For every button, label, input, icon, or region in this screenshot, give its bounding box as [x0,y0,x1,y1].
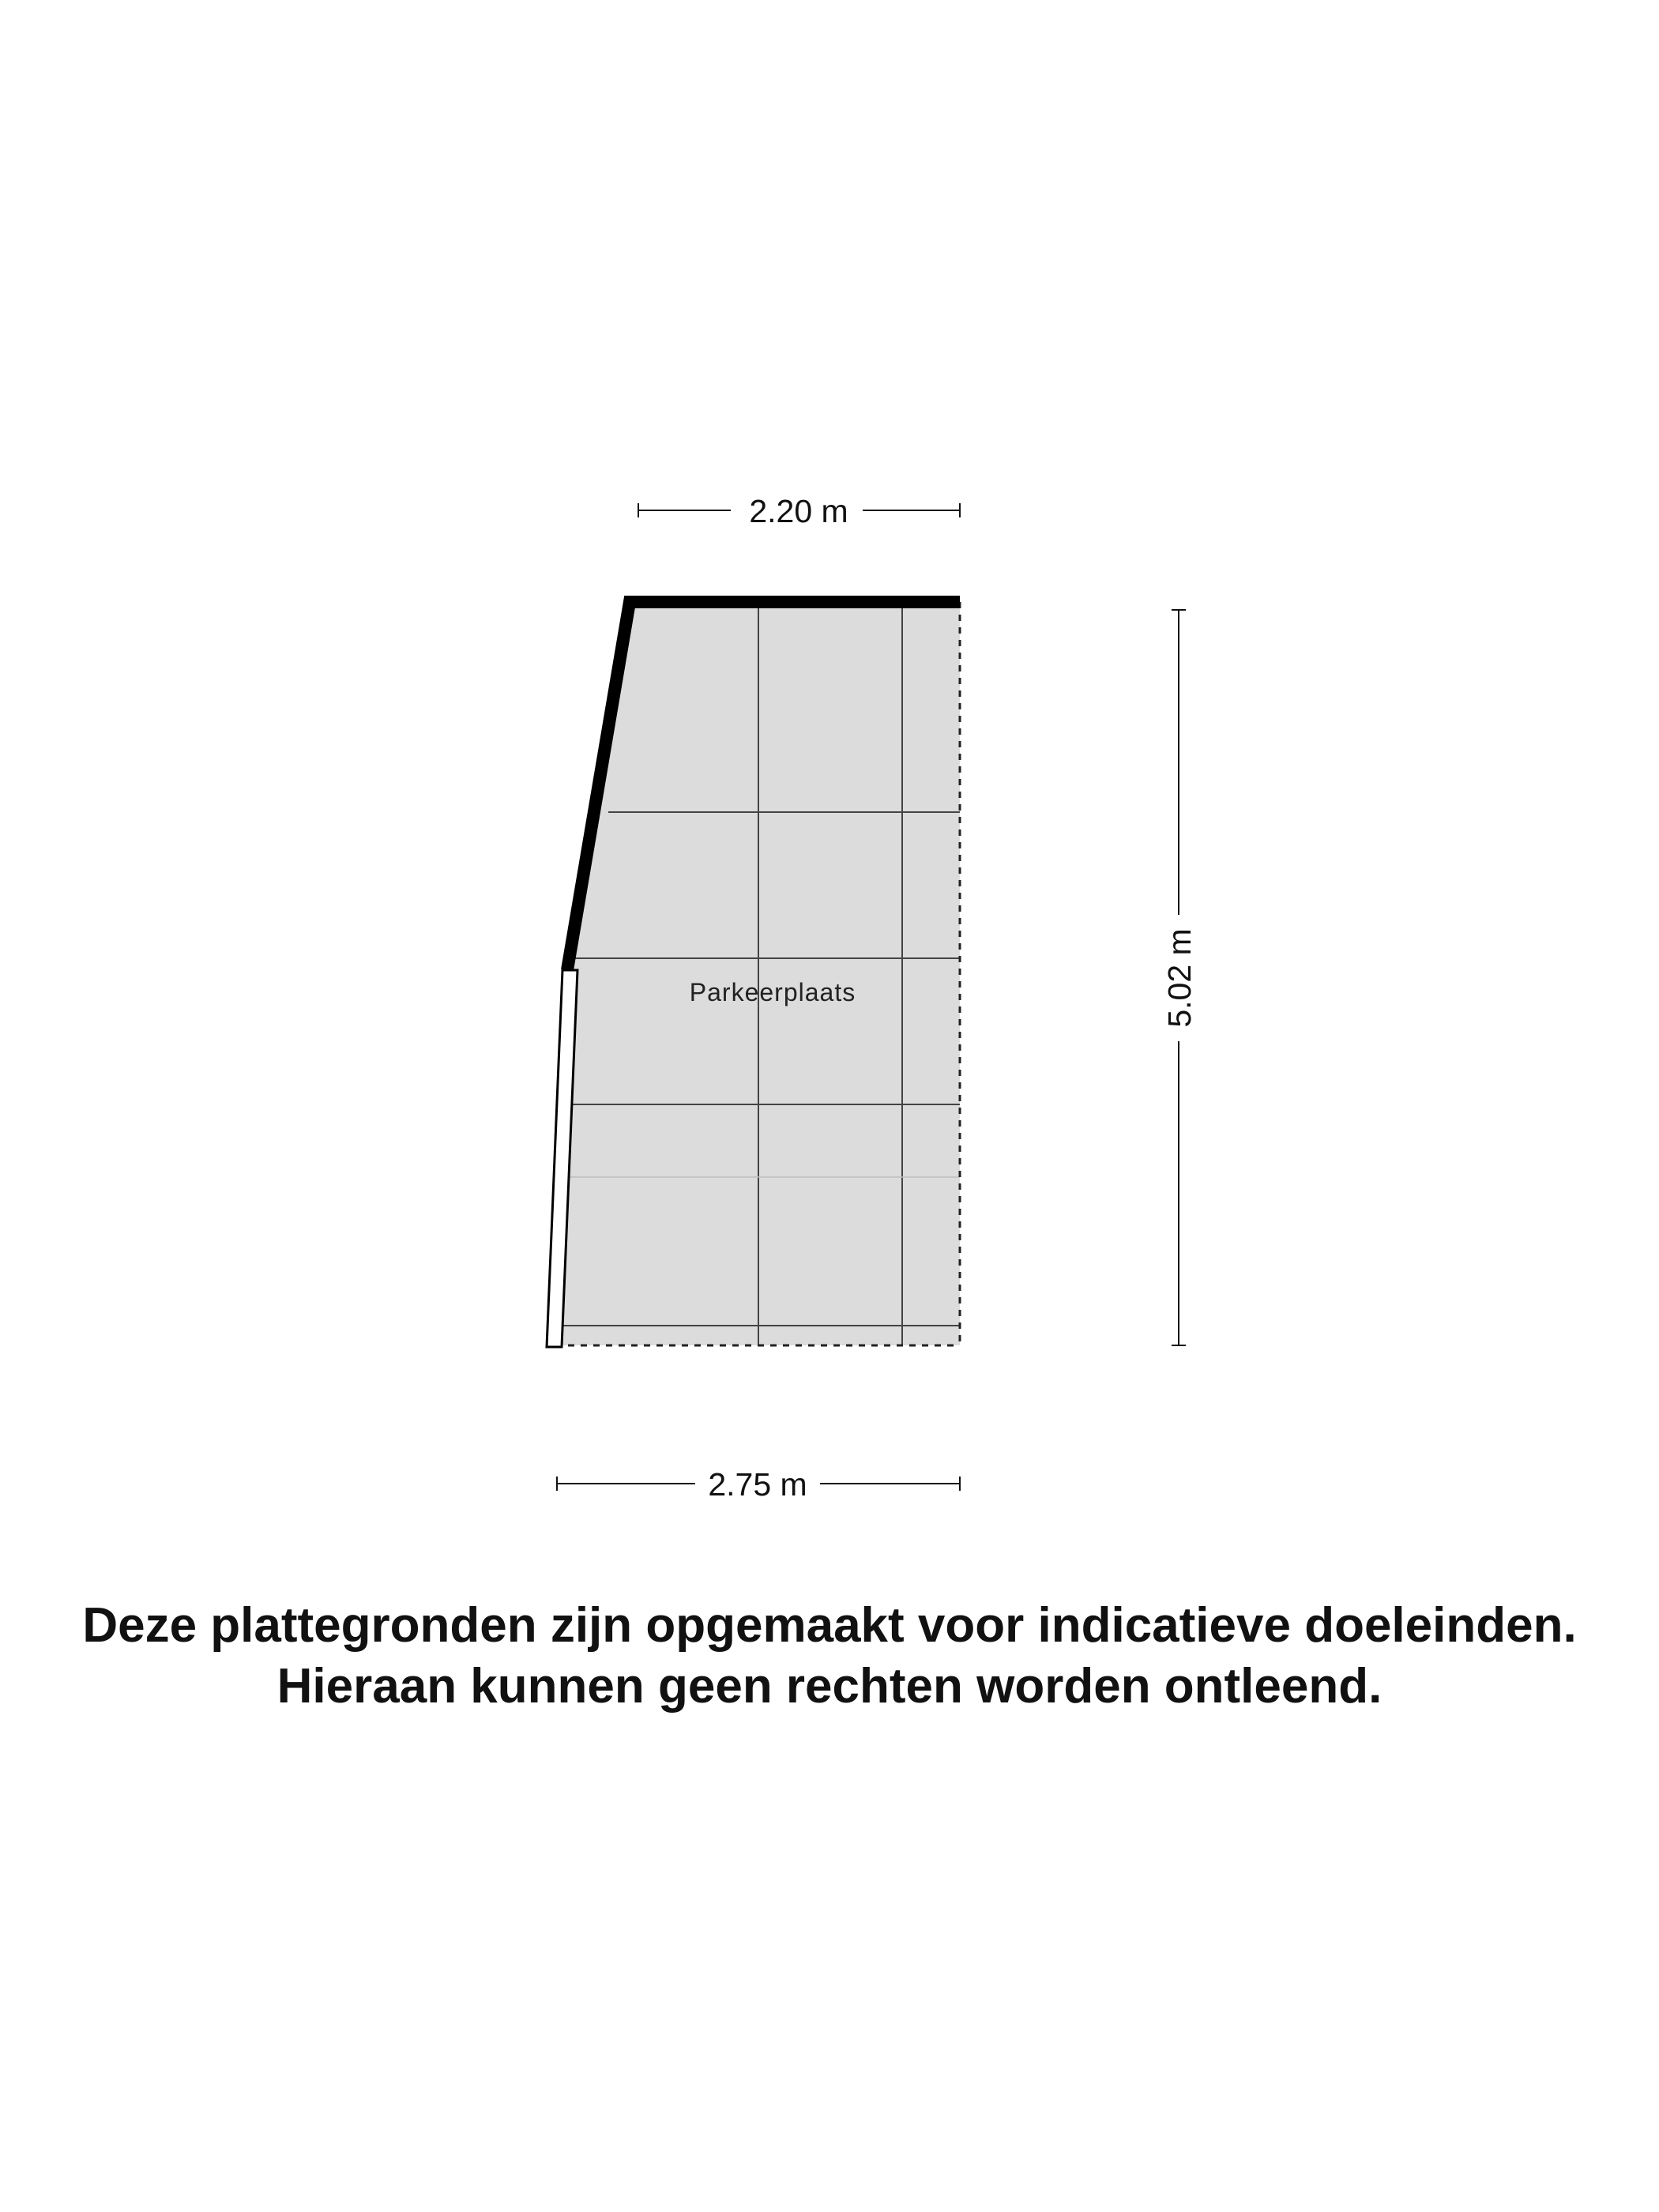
dimension-bottom-label: 2.75 m [708,1466,807,1503]
room-label: Parkeerplaats [689,978,856,1006]
dimension-top-label: 2.20 m [749,493,848,529]
dimension-height-label: 5.02 m [1161,928,1198,1028]
disclaimer-line-2: Hieraan kunnen geen rechten worden ontleend. [276,1659,1382,1714]
disclaimer-line-1: Deze plattegronden zijn opgemaakt voor indicatieve doeleinden. [82,1598,1577,1653]
